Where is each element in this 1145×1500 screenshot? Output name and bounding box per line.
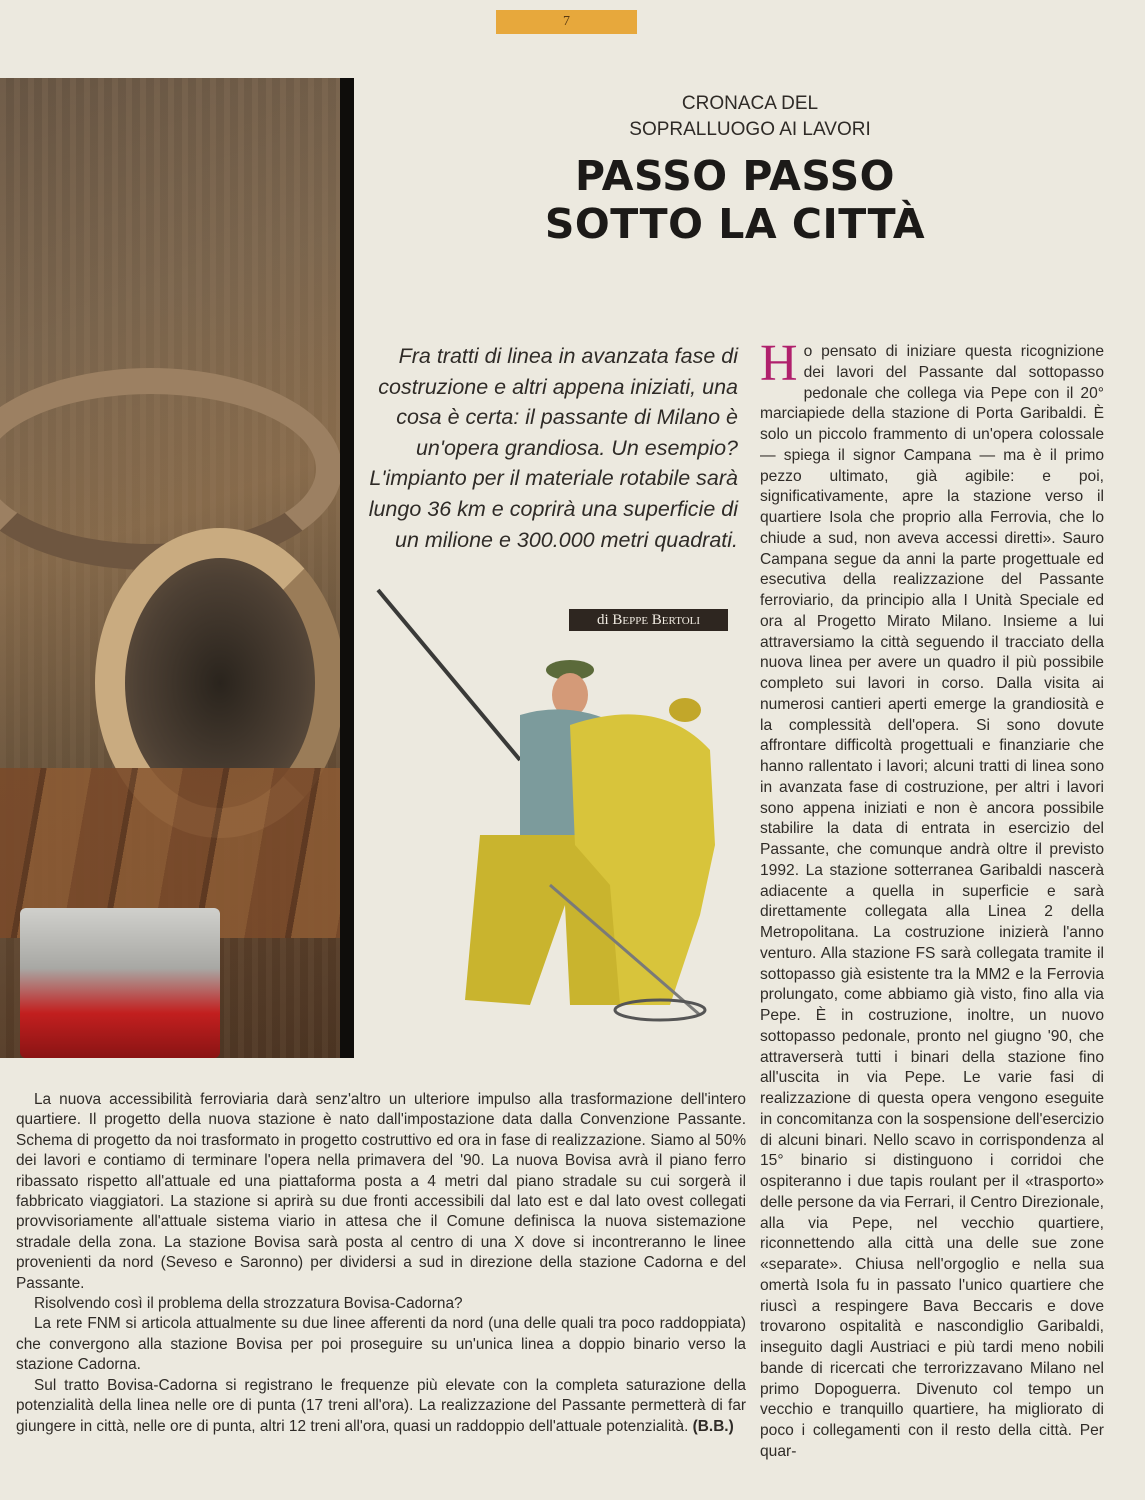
article-body: o pensato di iniziare questa ricognizione dei lavori del Passante dal sottopasso pedonale che collega via Pepe con il 20° marciapiede della stazione di Porta Garibaldi. È solo un piccolo frammento di un'opera colossale — spiega il signor Campana — ma è il primo pezzo ultimato, già agibile: e poi, significativamente, apre la stazione verso il quartiere Isola che proprio alla Ferrovia, che lo chiude a sud, non aveva accessi diretti». Sauro Campana segue da anni la parte progettuale ed esecutiva della realizzazione del Passante ferroviario, da principio alla I Unità Speciale ed ora al Progetto Mirato Milano. Insieme a lui attraversiamo la città seguendo il tracciato della nuova linea per avere un quadro il più possibile completo sui lavori in corso. Dalla visita ai numerosi cantieri aperti emerge la grandiosità e la complessità dell'opera. Si sono dovute affrontare difficoltà progettuali e finanziarie che hanno rallentato i lavori; alcuni tratti di linea sono in avanzata fase di costruzione, per altri i lavori sono appena iniziati e non è ancora possibile stabilire la data di entrata in esercizio del Passante, che comunque andrà oltre il previsto 1992. La stazione sotterranea Garibaldi nascerà adiacente a quella in superficie e sarà direttamente collegata alla Linea 2 della Metropolitana. La costruzione inizierà l'anno venturo. Alla stazione FS sarà collegata tramite il sottopasso già esistente tra la MM2 e la Ferrovia prolungato, come abbiamo già visto, fino alla via Pepe. È in costruzione, inoltre, un nuovo sottopasso pedonale, pronto nel giugno '90, che attraverserà tutti i binari della stazione fino all'uscita in via Pepe. Le varie fasi di realizzazione di questa opera vengono eseguite in concomitanza con la sospensione dell'esercizio di alcuni binari. Nello scavo in corrispondenza al 15° binario si distinguono i corridoi che ospiteranno i due tapis roulant per il «trasporto» delle persone da via Ferrari, il Centro Direzionale, alla via Pepe, nel vecchio quartiere, riconnettendo alla città una delle sue zone «separate». Chiusa nell'orgoglio e nella sua omertà Isola fu in passato l'unico quartiere che riuscì a respingere Bava Beccaris e dove trovarono ospitalità e nascondiglio Garibaldi, inseguito dagli Austriaci e più tardi meno nobili bande di ricercati che terrorizzavano Milano nel primo Dopoguerra. Divenuto col tempo un vecchio e tranquillo quartiere, ha migliorato di poco i collegamenti con il resto della città. Per quar-	[760, 343, 1104, 1460]
rod	[378, 590, 520, 760]
byline-author: Beppe Bertoli	[612, 612, 701, 628]
sidebar-paragraph-2: La rete FNM si articola attualmente su due linee afferenti da nord (una delle quali tra poco raddoppiata) che convergono alla stazione Bovisa per poi proseguire su un'unica linea a doppio binario verso la stazione Cadorna.	[16, 1315, 746, 1374]
workers-photo	[370, 585, 730, 1030]
construction-photo	[0, 78, 352, 1058]
title-line-2: SOTTO LA CITTÀ	[544, 200, 926, 248]
lead-paragraph: Fra tratti di linea in avanzata fase di costruzione e altri appena iniziati, una cosa è certa: il passante di Milano è un'opera grandiosa. Un esempio? L'impianto per il materiale rotabile sarà lungo 36 km e coprirà una superficie di un milione e 300.000 metri quadrati.	[368, 344, 738, 552]
sidebar-paragraph-3	[16, 1376, 746, 1437]
pump-machine	[20, 908, 220, 1058]
sidebar-paragraph-3-text: Sul tratto Bovisa-Cadorna si registrano le frequenze più elevate con la completa saturazione della potenzialità della linea nelle ore di punta (17 treni all'ora). La realizzazione del Passante permetterà di far giungere in città, nelle ore di punta, altri 12 treni all'ora, quasi un raddoppio dell'attuale potenzialità.	[16, 1376, 746, 1435]
sidebar-text	[16, 1090, 746, 1437]
kicker	[560, 91, 940, 143]
sidebar-paragraph-1: La nuova accessibilità ferroviaria darà senz'altro un ulteriore impulso alla trasformazione dell'intero quartiere. Il progetto della nuova stazione è nato dall'impostazione data dalla Convenzione Passante. Schema di progetto da noi trasformato in progetto costruttivo ed ora in fase di realizzazione. Siamo al 50% dei lavori e contiamo di terminare l'opera nella primavera del '90. La nuova Bovisa avrà il piano ferro ribassato rispetto all'attuale ed una piattaforma posta a 4 metri dal piano stradale su cui sorgerà il fabbricato viaggiatori. La stazione si aprirà su due fronti accessibili dal lato est e dal lato ovest collegati provvisoriamente all'attuale sistema viario in attesa che il Comune definisca la nuova sistemazione stradale della zona. La stazione Bovisa sarà posta al centro di una X dove si incontreranno le linee provenienti da nord (Seveso e Saronno) per dividersi a sud in direzione della stazione Cadorna e del Passante.	[16, 1091, 746, 1292]
worker-hood	[669, 698, 701, 722]
title-line-1: PASSO PASSO	[575, 152, 895, 200]
byline-prefix: di	[596, 612, 609, 628]
sidebar-question: Risolvendo così il problema della strozzatura Bovisa-Cadorna?	[34, 1295, 463, 1313]
photo-edge-bar	[340, 78, 354, 1058]
kicker-line-2: SOPRALLUOGO AI LAVORI	[629, 119, 871, 140]
sidebar-signature: (B.B.)	[692, 1417, 734, 1435]
dropcap: H	[760, 335, 798, 392]
page-title	[520, 152, 950, 248]
page-number: 7	[496, 10, 637, 34]
byline	[569, 609, 728, 631]
article-column	[760, 335, 1104, 1463]
kicker-line-1: CRONACA DEL	[681, 93, 819, 114]
